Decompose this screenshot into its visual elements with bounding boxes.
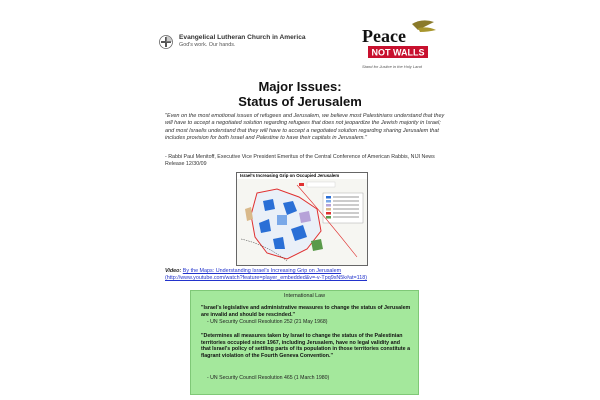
- law-quote-2: "Determines all measures taken by Israel to change the status of the Palestinian territories occupied since 1967, including Jerusalem, have no legal validity and that Israel's policy of settling parts of its population in those territories constitute a flagrant violation of the Fourth Geneva Convention.": [201, 333, 411, 359]
- legend-swatch-red: [299, 183, 304, 186]
- elca-header: [159, 34, 306, 49]
- map-graphic: [237, 179, 367, 265]
- campaign-tagline: Stand for Justice in the Holy Land: [362, 64, 422, 69]
- org-name: Evangelical Lutheran Church in America: [179, 34, 306, 41]
- logo-not-walls-text: NOT WALLS: [371, 47, 425, 58]
- page-title-line1: Major Issues:: [258, 79, 342, 94]
- page-title-line2: Status of Jerusalem: [238, 94, 362, 109]
- elca-cross-logo-icon: [159, 35, 173, 49]
- map-legend-box: [323, 193, 363, 223]
- org-tagline: God's work. Our hands.: [179, 42, 236, 48]
- quote-attribution: - Rabbi Paul Menitoff, Executive Vice President Emeritus of the Central Conference of American Rabbis, NIJI News Release 12/30/09: [165, 154, 435, 168]
- video-title-link[interactable]: By the Maps: Understanding Israel's Increasing Grip on Jerusalem: [182, 268, 342, 274]
- law-quote-1: "Israel's legislative and administrative measures to change the status of Jerusalem are invalid and should be rescinded.": [201, 305, 411, 318]
- international-law-box: [190, 290, 419, 395]
- video-reference: [165, 268, 455, 283]
- peace-not-walls-logo: [360, 18, 440, 68]
- law-reference-1: - UN Security Council Resolution 252 (21 May 1968): [207, 319, 328, 325]
- quote-text: "Even on the most emotional issues of refugees and Jerusalem, we believe most Palestinians understand that they will have to accept a negotiated solution regarding refugees that does not jeopardize the Jewish majority in Israel; and most Israelis understand that they will have to accept a negotiated solution regarding sharing Jerusalem that includes provision for both Israel and Palestine to have their capitals in Jerusalem.": [165, 113, 445, 142]
- logo-peace-text: Peace: [362, 26, 406, 46]
- video-url-link[interactable]: (http://www.youtube.com/watch?feature=player_embedded&v=-v-Tpq9xN5k#at=118): [165, 275, 368, 282]
- jerusalem-map-figure: [236, 172, 368, 266]
- law-heading: International Law: [283, 293, 326, 299]
- video-label: Video:: [165, 268, 182, 274]
- law-reference-2: - UN Security Council Resolution 465 (1 March 1980): [207, 375, 330, 381]
- map-title: Israel's Increasing Grip on Occupied Jerusalem: [240, 173, 340, 178]
